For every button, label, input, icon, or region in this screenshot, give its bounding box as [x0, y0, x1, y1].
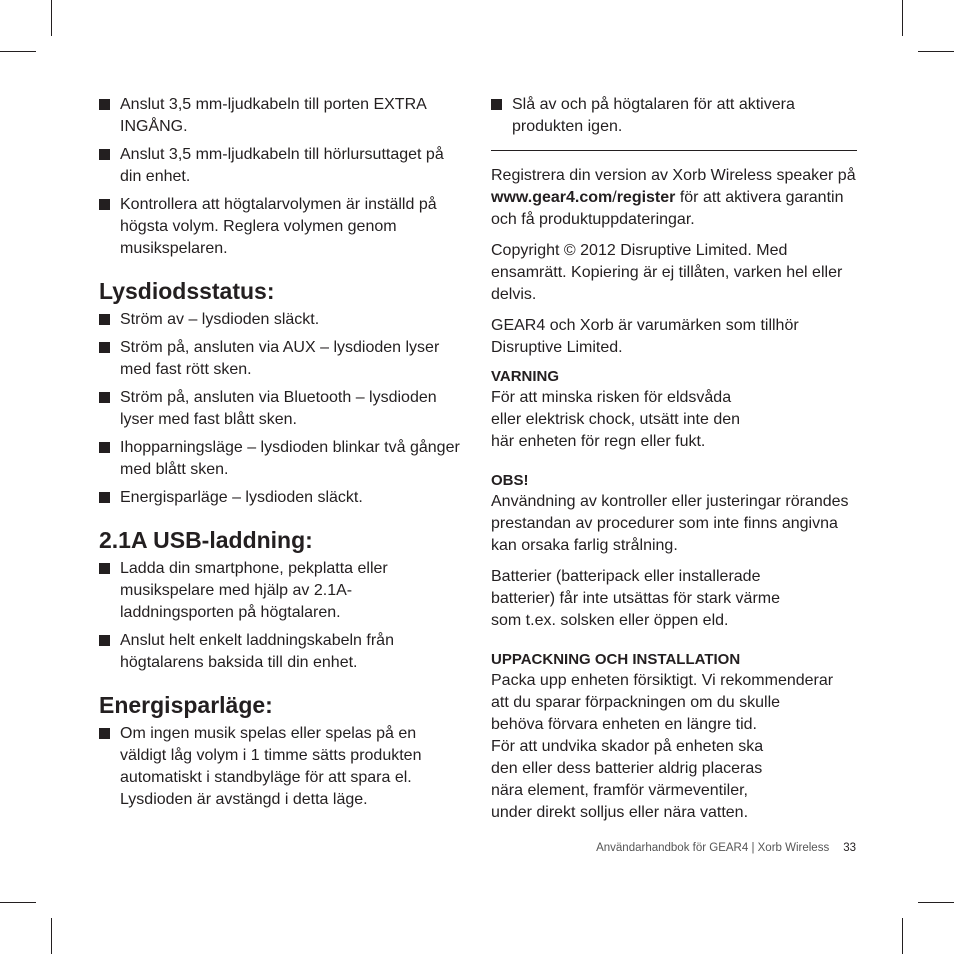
square-bullet-icon — [99, 199, 110, 210]
list-item: Anslut 3,5 mm-ljudkabeln till hörlursuttaget på din enhet. — [99, 144, 461, 188]
crop-mark — [0, 902, 36, 903]
battery-text: Batterier (batteripack eller installerade batterier) får inte utsättas för stark värme som t.ex. solsken eller öppen eld. — [491, 568, 780, 629]
square-bullet-icon — [99, 492, 110, 503]
list-item: Ström på, ansluten via Bluetooth – lysdioden lyser med fast blått sken. — [99, 387, 461, 431]
square-bullet-icon — [99, 392, 110, 403]
unpack-label: UPPACKNING OCH INSTALLATION — [491, 651, 741, 668]
square-bullet-icon — [99, 563, 110, 574]
crop-mark — [918, 902, 954, 903]
page-footer — [596, 842, 856, 854]
crop-mark — [51, 0, 52, 36]
list-item: Kontrollera att högtalarvolymen är inställd på högsta volym. Reglera volymen genom musikspelaren. — [99, 194, 461, 260]
square-bullet-icon — [99, 342, 110, 353]
list-item: Anslut 3,5 mm-ljudkabeln till porten EXTRA INGÅNG. — [99, 94, 461, 138]
unpack-text: Packa upp enheten försiktigt. Vi rekommenderar att du sparar förpackningen om du skulle behöva förvara enheten en längre tid. För att undvika skador på enheten ska den eller dess batterier aldrig placeras nära element, framför värmeventiler, under direkt solljus eller nära vatten. — [491, 672, 834, 821]
trademark-paragraph: GEAR4 och Xorb är varumärken som tillhör Disruptive Limited. — [491, 317, 799, 356]
register-path: register — [616, 189, 676, 206]
left-column — [99, 94, 461, 817]
obs-label: OBS! — [491, 472, 529, 489]
list-item: Ström av – lysdioden släckt. — [99, 309, 461, 331]
list-item: Slå av och på högtalaren för att aktivera produkten igen. — [491, 94, 857, 138]
crop-mark — [918, 51, 954, 52]
list-item: Ström på, ansluten via AUX – lysdioden lyser med fast rött sken. — [99, 337, 461, 381]
crop-mark — [51, 918, 52, 954]
list-item: Ihopparningsläge – lysdioden blinkar två gånger med blått sken. — [99, 437, 461, 481]
register-paragraph: Registrera din version av Xorb Wireless speaker på www.gear4.com/register för att aktivera garantin och få produktuppdateringar. — [491, 167, 856, 228]
square-bullet-icon — [99, 99, 110, 110]
obs-text: Användning av kontroller eller justeringar rörandes prestandan av procedurer som inte finns angivna kan orsaka farlig strålning. — [491, 493, 849, 554]
square-bullet-icon — [99, 635, 110, 646]
page-number: 33 — [843, 842, 856, 854]
list-item: Energisparläge – lysdioden släckt. — [99, 487, 461, 509]
square-bullet-icon — [491, 99, 502, 110]
right-column — [491, 94, 857, 833]
square-bullet-icon — [99, 728, 110, 739]
footer-title: Användarhandbok för GEAR4 | Xorb Wireless — [596, 842, 830, 854]
crop-mark — [902, 0, 903, 36]
crop-mark — [0, 51, 36, 52]
section-heading-usb: 2.1A USB-laddning: — [99, 527, 313, 553]
copyright-paragraph: Copyright © 2012 Disruptive Limited. Med ensamrätt. Kopiering är ej tillåten, varken hel eller delvis. — [491, 242, 843, 303]
square-bullet-icon — [99, 149, 110, 160]
section-heading-led: Lysdiodsstatus: — [99, 278, 275, 304]
divider — [491, 150, 857, 151]
crop-mark — [902, 918, 903, 954]
section-heading-energy: Energisparläge: — [99, 692, 273, 718]
square-bullet-icon — [99, 314, 110, 325]
list-item: Anslut helt enkelt laddningskabeln från högtalarens baksida till din enhet. — [99, 630, 461, 674]
warning-label: VARNING — [491, 368, 560, 385]
register-link[interactable]: www.gear4.com — [491, 189, 613, 206]
square-bullet-icon — [99, 442, 110, 453]
list-item: Om ingen musik spelas eller spelas på en väldigt låg volym i 1 timme sätts produkten automatiskt i standbyläge för att spara el. Lysdioden är avstängd i detta läge. — [99, 723, 461, 811]
warning-text: För att minska risken för eldsvåda eller elektrisk chock, utsätt inte den här enheten för regn eller fukt. — [491, 389, 741, 450]
list-item: Ladda din smartphone, pekplatta eller musikspelare med hjälp av 2.1A-laddningsporten på högtalaren. — [99, 558, 461, 624]
